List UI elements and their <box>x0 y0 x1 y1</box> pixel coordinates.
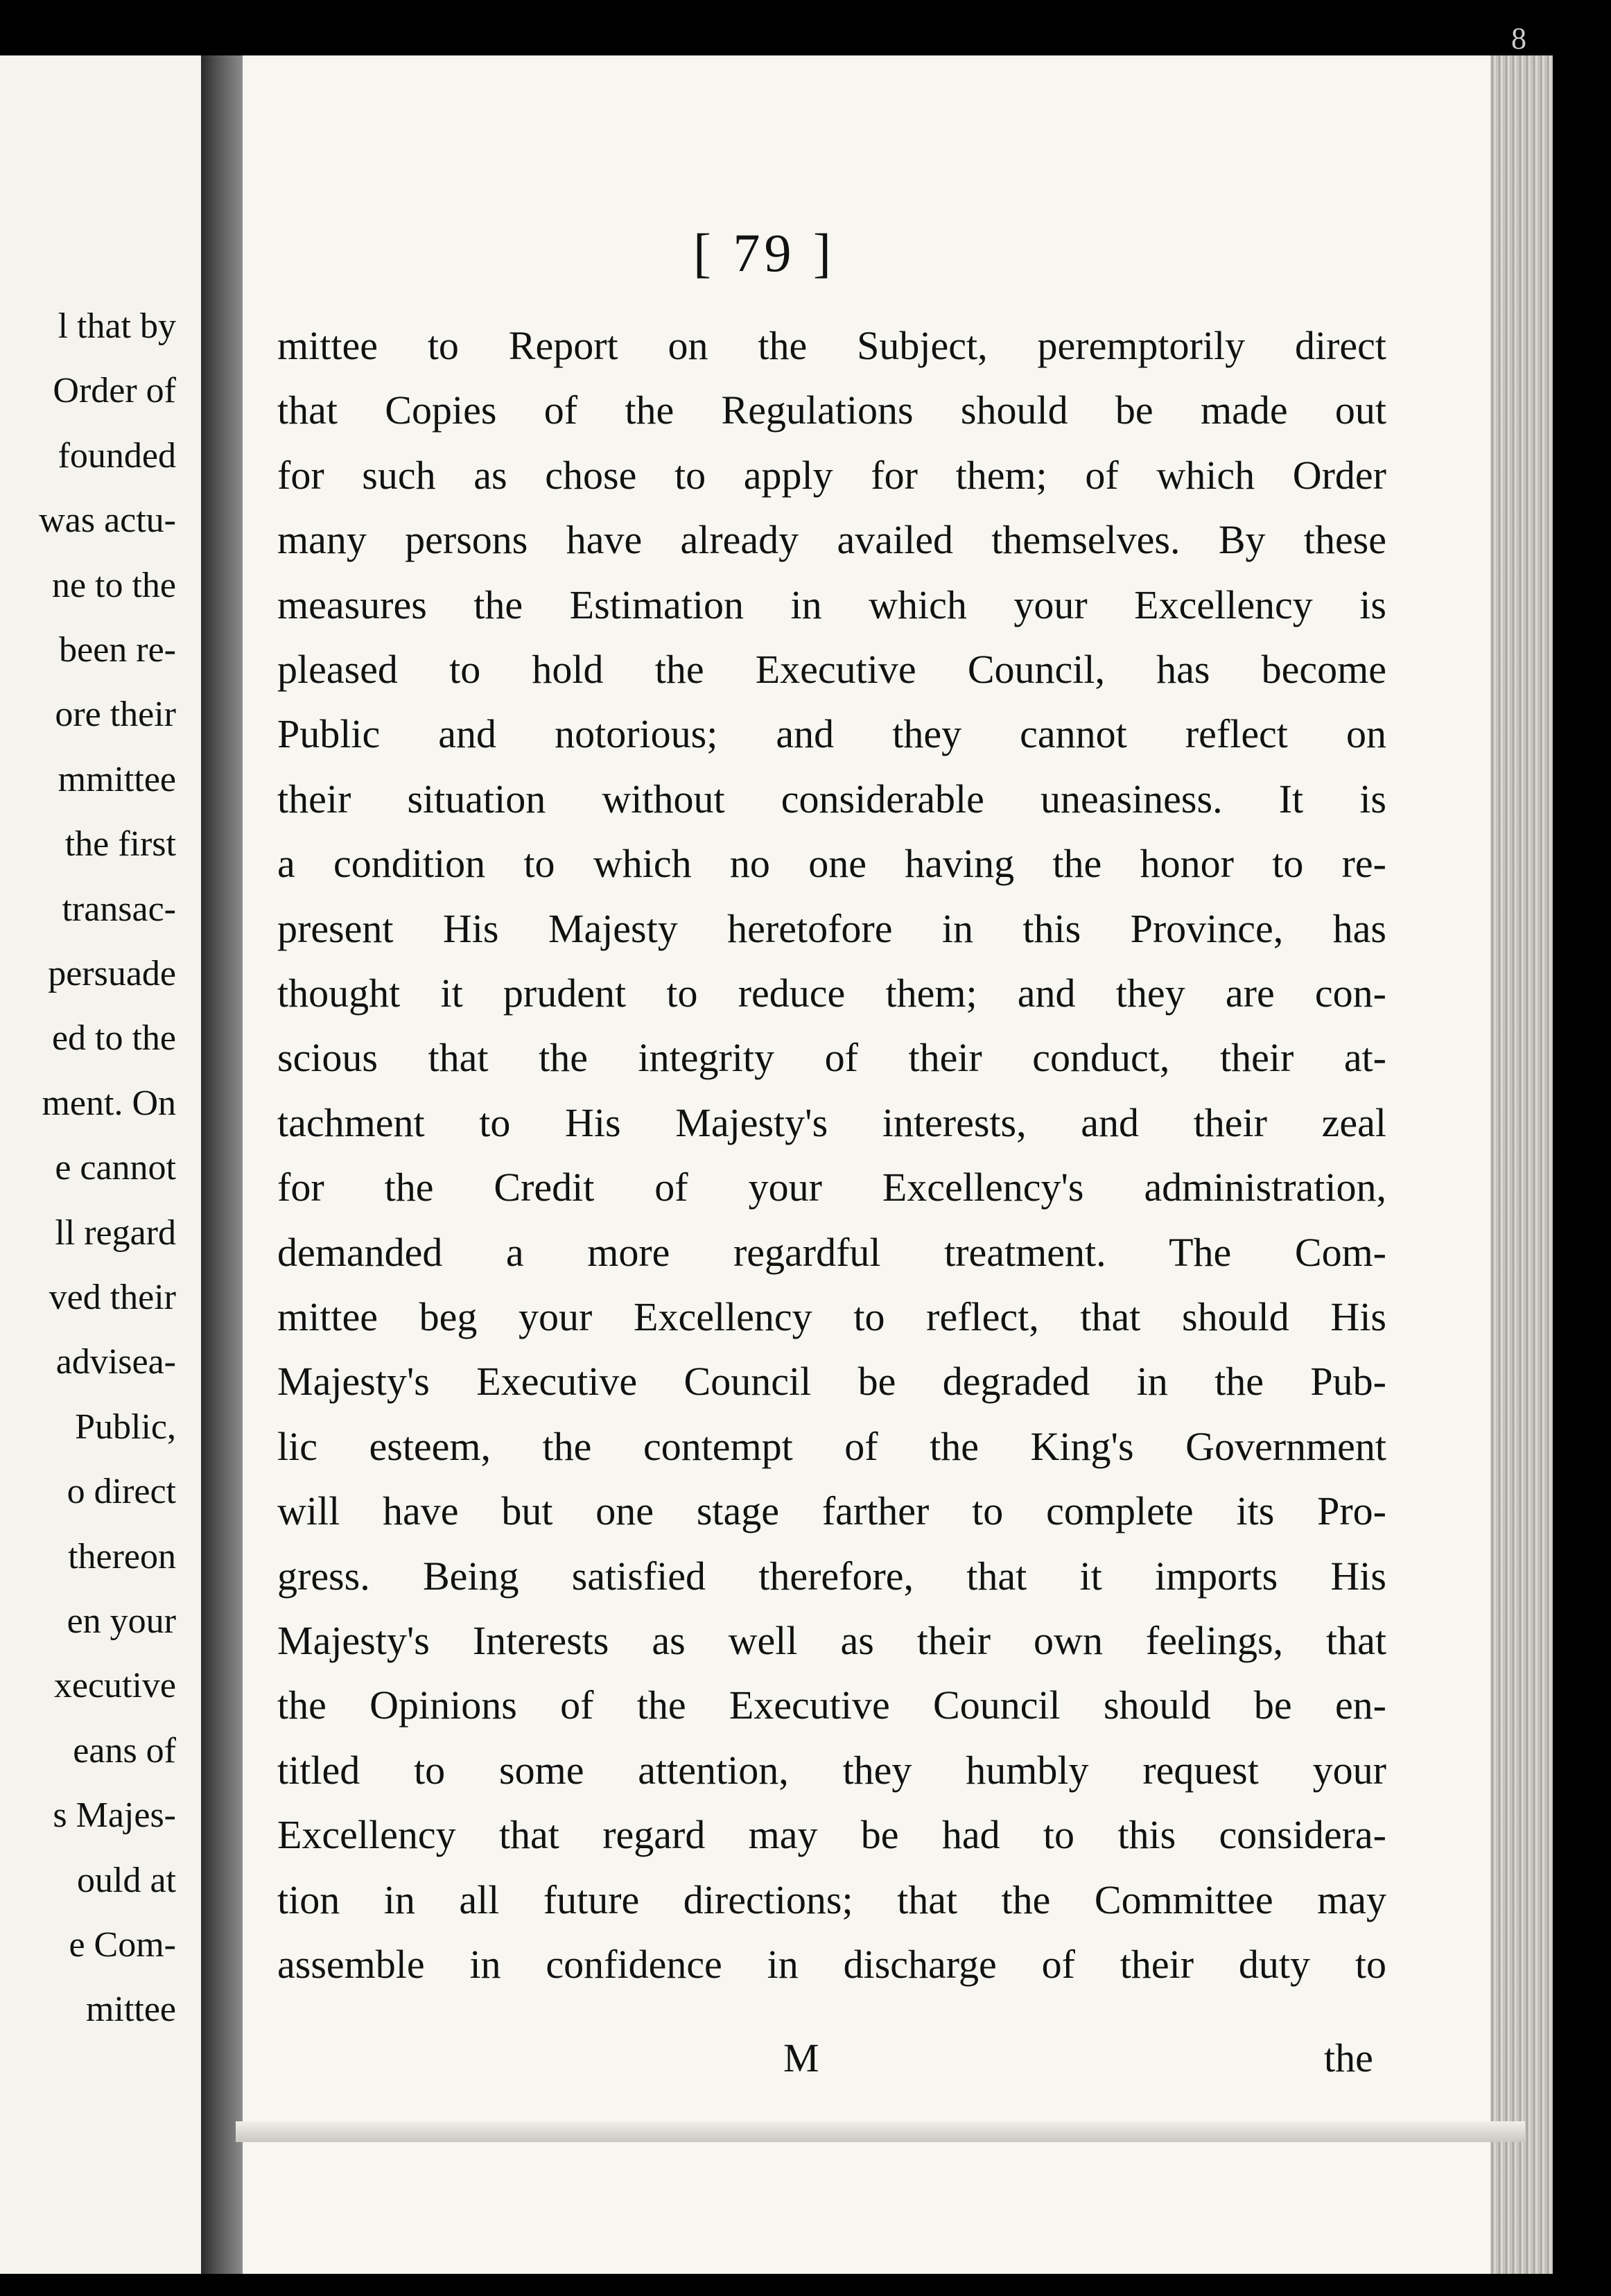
text-line: pleased to hold the Executive Council, has become <box>277 647 1386 692</box>
text-line: their situation without considerable uneasiness. It is <box>277 776 1386 821</box>
text-line: for such as chose to apply for them; of which Order <box>277 452 1386 498</box>
text-line: demanded a more regardful treatment. The Com- <box>277 1229 1386 1275</box>
left-page-line: l that by <box>58 306 176 346</box>
left-page-line: transac- <box>62 889 176 929</box>
signature-mark: M <box>783 2035 819 2080</box>
left-page-line: e Com- <box>69 1925 176 1965</box>
catchword: the <box>1324 2035 1373 2080</box>
text-line: Majesty's Executive Council be degraded in the Pub- <box>277 1359 1386 1404</box>
text-line: thought it prudent to reduce them; and they are con- <box>277 971 1386 1016</box>
text-line: lic esteem, the contempt of the King's Government <box>277 1423 1386 1469</box>
left-page-line: o direct <box>67 1472 176 1512</box>
text-line: mittee beg your Excellency to reflect, that should His <box>277 1294 1386 1339</box>
left-page-line: the first <box>64 824 176 864</box>
page-bottom-shadow <box>236 2121 1525 2142</box>
text-line: assemble in confidence in discharge of their duty to <box>277 1942 1386 1987</box>
left-page-line: persuade <box>48 954 176 993</box>
left-page-line: thereon <box>68 1536 176 1576</box>
left-page-line: advisea- <box>55 1342 176 1382</box>
text-line: scious that the integrity of their conduct, their at- <box>277 1035 1386 1081</box>
text-line: Excellency that regard may be had to this considera- <box>277 1812 1386 1858</box>
left-page-line: mittee <box>86 1990 176 2030</box>
text-line: Majesty's Interests as well as their own feelings, that <box>277 1618 1386 1663</box>
left-page-line: been re- <box>59 630 176 670</box>
text-line: a condition to which no one having the honor to re- <box>277 841 1386 887</box>
text-line: tachment to His Majesty's interests, and their zeal <box>277 1099 1386 1145</box>
left-page-line: Public, <box>75 1407 176 1447</box>
left-page-line: Order of <box>53 371 176 411</box>
page-number: [ 79 ] <box>693 223 835 283</box>
left-page-line: founded <box>58 435 176 476</box>
left-page-line: xecutive <box>53 1666 176 1706</box>
page-edge <box>1490 55 1553 2274</box>
text-line: the Opinions of the Executive Council should be en- <box>277 1682 1386 1728</box>
text-line: measures the Estimation in which your Excellency is <box>277 582 1386 627</box>
book-gutter <box>201 55 243 2274</box>
left-page-line: ne to the <box>51 565 176 605</box>
left-page-line: ll regard <box>55 1212 176 1253</box>
text-line: titled to some attention, they humbly request your <box>277 1747 1386 1793</box>
text-line: gress. Being satisfied therefore, that it imports His <box>277 1553 1386 1599</box>
text-line: mittee to Report on the Subject, peremptorily direct <box>277 323 1386 368</box>
left-page-line: ould at <box>77 1860 176 1900</box>
text-line: tion in all future directions; that the Committee may <box>277 1877 1386 1922</box>
left-page-line: ore their <box>55 695 176 735</box>
left-page-line: ment. On <box>42 1083 176 1123</box>
left-page-line: ed to the <box>51 1018 176 1059</box>
left-page-line: s Majes- <box>53 1795 176 1836</box>
left-page-line: en your <box>67 1601 176 1641</box>
left-page-line: eans of <box>73 1730 176 1771</box>
left-page-line: mmittee <box>58 759 176 799</box>
corner-mark: 8 <box>1511 21 1526 55</box>
text-line: will have but one stage farther to complete its Pro- <box>277 1488 1386 1534</box>
left-page-line: was actu- <box>39 501 176 541</box>
text-line: Public and notorious; and they cannot reflect on <box>277 711 1386 757</box>
text-line: present His Majesty heretofore in this Province, has <box>277 905 1386 951</box>
left-page-line: ved their <box>49 1278 176 1317</box>
left-page-line: e cannot <box>55 1148 176 1188</box>
left-facing-page <box>0 55 201 2274</box>
text-line: for the Credit of your Excellency's administration, <box>277 1165 1386 1210</box>
text-line: that Copies of the Regulations should be made out <box>277 388 1386 433</box>
text-line: many persons have already availed themselves. By these <box>277 517 1386 563</box>
